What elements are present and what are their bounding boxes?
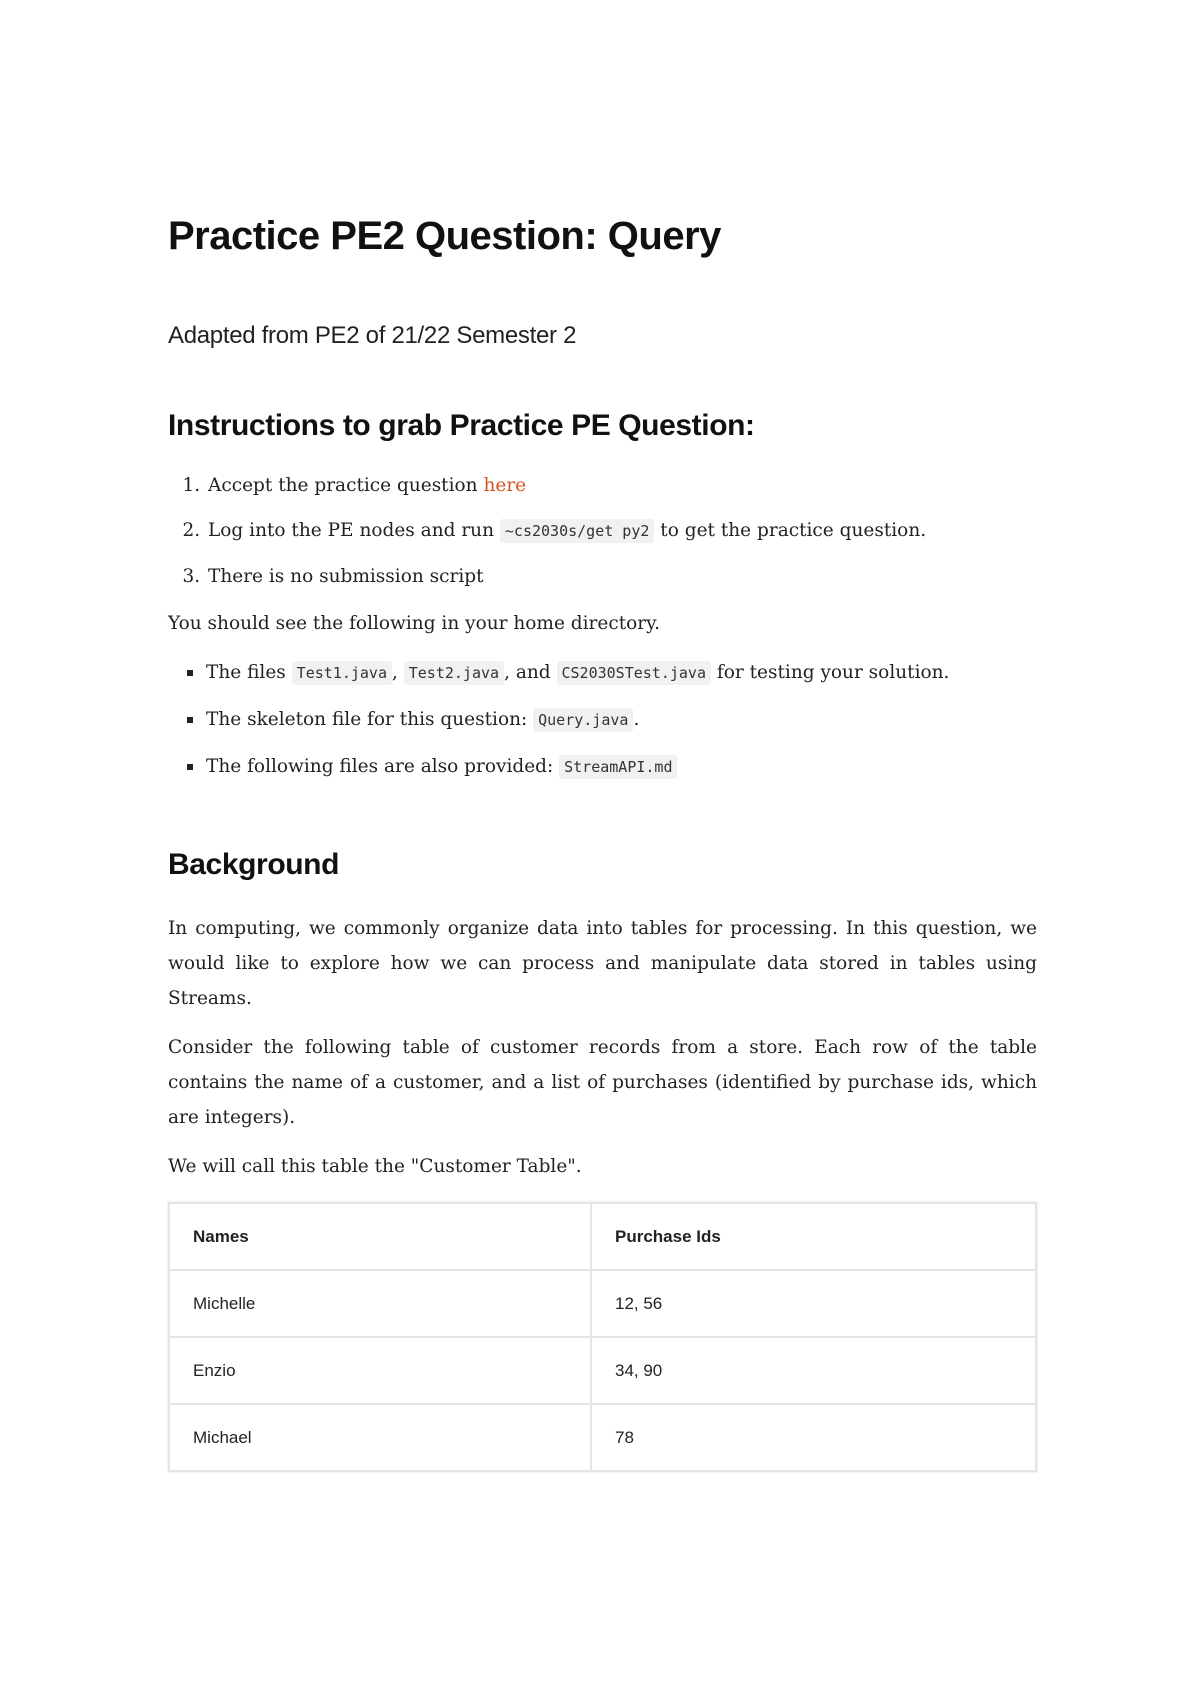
files-item-2-post: . bbox=[633, 709, 640, 730]
test2-file-code: Test2.java bbox=[404, 661, 504, 685]
table-row bbox=[169, 1337, 1036, 1404]
files-item-1-sep1: , bbox=[391, 662, 404, 683]
table-cell-purchase-ids: 78 bbox=[591, 1404, 1036, 1471]
instruction-step-1 bbox=[206, 468, 1037, 503]
background-paragraph-1: In computing, we commonly organize data into tables for processing. In this question, we would like to explore how we can process and manipulate data stored in tables using Streams. bbox=[168, 918, 1037, 1009]
document-page bbox=[168, 210, 1037, 1472]
table-header-row bbox=[169, 1203, 1036, 1270]
files-item-1-sep2: , and bbox=[504, 662, 557, 683]
get-command-code: ~cs2030s/get py2 bbox=[500, 519, 655, 543]
table-cell-name: Michael bbox=[169, 1404, 591, 1471]
step-2-post: to get the practice question. bbox=[654, 520, 927, 541]
files-item-skeleton bbox=[206, 702, 1037, 738]
table-cell-purchase-ids: 34, 90 bbox=[591, 1337, 1036, 1404]
background-heading: Background bbox=[168, 848, 340, 881]
files-item-2-pre: The skeleton file for this question: bbox=[206, 709, 534, 730]
step-2-pre: Log into the PE nodes and run bbox=[208, 520, 500, 541]
table-row bbox=[169, 1270, 1036, 1337]
table-header-names: Names bbox=[169, 1203, 591, 1270]
files-item-1-pre: The files bbox=[206, 662, 292, 683]
cs2030stest-file-code: CS2030STest.java bbox=[557, 661, 712, 685]
page-title: Practice PE2 Question: Query bbox=[168, 214, 721, 258]
table-header-purchase-ids: Purchase Ids bbox=[591, 1203, 1036, 1270]
home-directory-text: You should see the following in your home directory. bbox=[168, 613, 661, 634]
files-item-3-pre: The following files are also provided: bbox=[206, 756, 560, 777]
test1-file-code: Test1.java bbox=[292, 661, 392, 685]
accept-question-link[interactable]: here bbox=[483, 475, 527, 496]
streamapi-file-code: StreamAPI.md bbox=[559, 755, 677, 779]
step-1-text: Accept the practice question bbox=[208, 475, 484, 496]
background-paragraph-3: We will call this table the "Customer Table". bbox=[168, 1156, 582, 1177]
customer-table bbox=[168, 1202, 1037, 1472]
table-cell-name: Enzio bbox=[169, 1337, 591, 1404]
table-row bbox=[169, 1404, 1036, 1471]
files-list bbox=[168, 655, 1037, 785]
files-item-tests bbox=[206, 655, 1037, 691]
table-cell-name: Michelle bbox=[169, 1270, 591, 1337]
table-cell-purchase-ids: 12, 56 bbox=[591, 1270, 1036, 1337]
instructions-heading: Instructions to grab Practice PE Question: bbox=[168, 409, 755, 442]
query-file-code: Query.java bbox=[533, 708, 633, 732]
instruction-step-3: 3. There is no submission script bbox=[206, 559, 1037, 594]
page-subtitle: Adapted from PE2 of 21/22 Semester 2 bbox=[168, 322, 577, 349]
files-item-1-post: for testing your solution. bbox=[711, 662, 950, 683]
instructions-list bbox=[168, 468, 1037, 594]
instruction-step-2 bbox=[206, 513, 1037, 549]
files-item-provided bbox=[206, 749, 1037, 785]
background-paragraph-2: Consider the following table of customer records from a store. Each row of the table contains the name of a customer, and a list of purchases (identified by purchase ids, which are integers). bbox=[168, 1037, 1037, 1128]
